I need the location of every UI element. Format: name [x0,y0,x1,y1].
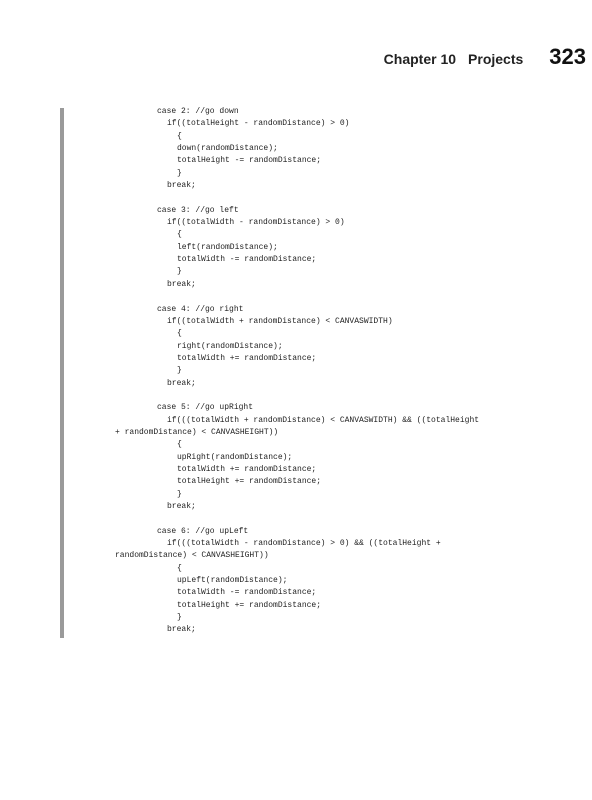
code-line: if(((totalWidth - randomDistance) > 0) && ((totalHeight + [167,539,441,549]
code-line: left(randomDistance); [177,242,278,252]
section-title: Projects [468,51,524,67]
code-line: down(randomDistance); [177,144,278,154]
code-line: } [177,489,182,499]
code-line: case 5: //go upRight [157,403,254,413]
code-line: break; [167,181,196,191]
code-line: break; [167,378,196,388]
code-line: { [177,230,182,240]
code-line: totalHeight += randomDistance; [177,600,322,610]
code-line: if((totalHeight - randomDistance) > 0) [167,119,350,129]
code-line: totalHeight += randomDistance; [177,477,322,487]
code-line: upLeft(randomDistance); [177,576,288,586]
code-line: totalWidth -= randomDistance; [177,255,317,265]
code-line: case 6: //go upLeft [157,526,249,536]
code-line [0,390,592,402]
code-line: case 4: //go right [157,304,244,314]
code-line: totalWidth -= randomDistance; [177,588,317,598]
page-number: 323 [549,44,586,69]
code-listing [0,106,592,637]
code-line: if(((totalWidth + randomDistance) < CANVASWIDTH) && ((totalHeight [167,415,480,425]
code-line: totalHeight -= randomDistance; [177,156,322,166]
code-line: randomDistance) < CANVASHEIGHT)) [115,551,269,561]
code-line: break; [167,502,196,511]
code-line: } [177,366,182,376]
code-line: } [177,613,182,623]
code-line: { [177,563,182,573]
code-line: case 3: //go left [157,205,239,215]
code-line: totalWidth += randomDistance; [177,353,317,363]
code-line: break; [167,625,196,635]
code-line [0,513,592,525]
code-line: case 2: //go down [157,107,239,116]
running-head [384,44,586,72]
code-line: } [177,168,182,178]
code-line: { [177,440,182,450]
code-line [0,291,592,303]
code-line: { [177,131,182,141]
code-line: break; [167,279,196,289]
code-line: if((totalWidth + randomDistance) < CANVASWIDTH) [167,316,393,326]
code-line [0,192,592,204]
code-line: } [177,267,182,277]
code-line: { [177,329,182,339]
chapter-label: Chapter 10 [383,51,457,67]
code-line: right(randomDistance); [177,341,283,351]
code-line: upRight(randomDistance); [177,452,293,462]
code-line: totalWidth += randomDistance; [177,464,317,474]
code-line: if((totalWidth - randomDistance) > 0) [167,218,345,228]
code-line: + randomDistance) < CANVASHEIGHT)) [115,427,279,437]
